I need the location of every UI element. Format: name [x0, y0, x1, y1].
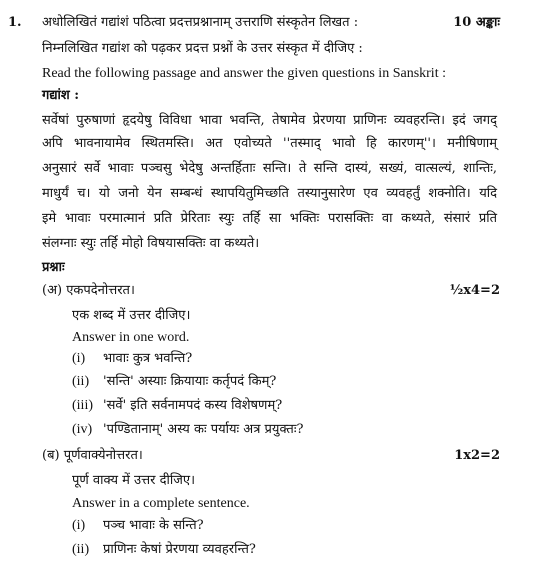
section-a-english: Answer in one word.	[72, 330, 190, 345]
question-item: 'सर्वे' इति सर्वनामपदं कस्य विशेषणम्?	[103, 398, 283, 413]
question-item: प्राणिनः केषां प्रेरणया व्यवहरन्ति?	[103, 542, 256, 557]
item-number: (iii)	[72, 398, 93, 413]
section-b-english: Answer in a complete sentence.	[72, 496, 250, 511]
question-item: भावाः कुत्र भवन्ति?	[103, 351, 193, 366]
passage-line: इमे भावाः परमात्मानं प्रति प्रेरिताः स्युः तर्हि सा भक्तिः परासक्तिः वा कथ्यते, संसारं प्रति	[42, 211, 497, 226]
question-title: अधोलिखितं गद्यांशं पठित्वा प्रदत्तप्रश्नानाम् उत्तराणि संस्कृतेन लिखत :	[42, 15, 359, 30]
section-b-marks: 1x2=2	[454, 448, 500, 463]
question-item: पञ्च भावाः के सन्ति?	[103, 518, 204, 533]
section-a-label: (अ) एकपदेनोत्तरत।	[42, 283, 135, 298]
item-number: (iv)	[72, 422, 93, 437]
passage-line: अनुसारं सर्वे भावाः पञ्चसु भेदेषु अन्तर्हिताः सन्ति। ते सन्ति दास्यं, सख्यं, वात्सल्यं, शान्तिः,	[42, 161, 497, 176]
section-b-label: (ब) पूर्णवाक्येनोत्तरत।	[42, 448, 143, 463]
passage-line: सर्वेषां पुरुषाणां हृदयेषु विविधा भावा भवन्ति, तेषामेव प्रेरणया प्राणिनः व्यवहरन्ति। इदं जगद्	[42, 113, 497, 128]
english-instruction: Read the following passage and answer the given questions in Sanskrit :	[42, 66, 446, 81]
question-item: 'सन्ति' अस्याः क्रियायाः कर्तृपदं किम्?	[103, 374, 277, 389]
question-item: 'पण्डितानाम्' अस्य कः पर्यायः अत्र प्रयुक्तः?	[103, 422, 304, 437]
passage-line: माधुर्यं च। यो जनो येन सम्बन्धं स्थापयितुमिच्छति तस्यानुसारेण एव व्यवहर्तुं शक्नोति। यदि	[42, 186, 497, 201]
passage-line: अपि भावनायामेव स्थितमस्ति। अत एवोच्यते ''तस्माद् भावो हि कारणम्''। मनीषिणाम्	[42, 136, 497, 151]
item-number: (i)	[72, 351, 86, 366]
section-a-hindi: एक शब्द में उत्तर दीजिए।	[72, 308, 191, 323]
hindi-instruction: निम्नलिखित गद्यांश को पढ़कर प्रदत्त प्रश्नों के उत्तर संस्कृत में दीजिए :	[42, 41, 363, 56]
question-marks: 10 अङ्काः	[453, 15, 500, 30]
passage-line: संलग्नाः स्युः तर्हि मोहो विषयासक्तिः वा कथ्यते।	[42, 236, 260, 251]
passage-heading: गद्यांश :	[42, 88, 80, 103]
item-number: (ii)	[72, 542, 90, 557]
item-number: (ii)	[72, 374, 90, 389]
question-number: 1.	[8, 15, 22, 30]
questions-heading: प्रश्नाः	[42, 260, 65, 275]
section-a-marks: ½x4=2	[449, 283, 500, 298]
item-number: (i)	[72, 518, 86, 533]
section-b-hindi: पूर्ण वाक्य में उत्तर दीजिए।	[72, 473, 195, 488]
